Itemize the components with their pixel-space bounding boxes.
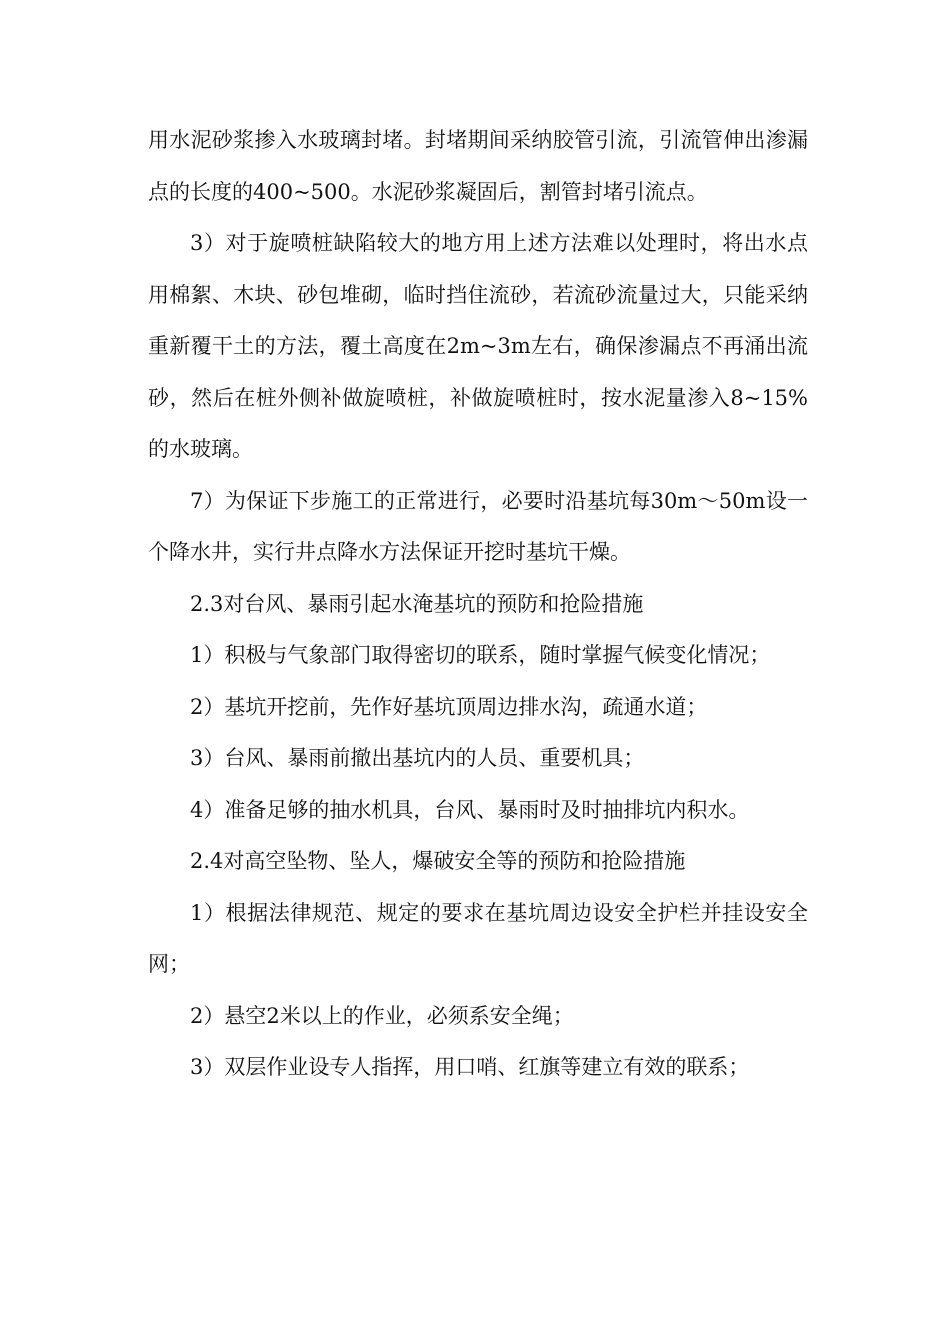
paragraph-2-4-item-2: 2）悬空2米以上的作业，必须系安全绳； bbox=[190, 1003, 574, 1028]
paragraph-item-7-dewatering-well: 7）为保证下步施工的正常进行，必要时沿基坑每30m～50m设一个降水井，实行井点降水方法保证开挖时基坑干燥。 bbox=[148, 488, 808, 564]
paragraph-2-3-item-2: 2）基坑开挖前，先作好基坑顶周边排水沟，疏通水道； bbox=[190, 694, 708, 719]
paragraph-2-4-item-3: 3）双层作业设专人指挥，用口哨、红旗等建立有效的联系； bbox=[190, 1055, 750, 1079]
section-heading-2-4: 2.4对高空坠物、坠人，爆破安全等的预防和抢险措施 bbox=[190, 849, 686, 873]
paragraph-continuation: 用水泥砂浆掺入水玻璃封堵。封堵期间采纳胶管引流，引流管伸出渗漏点的长度的400~500。水泥砂浆凝固后，割管封堵引流点。 bbox=[148, 128, 808, 204]
paragraph-item-3-defect-treatment: 3）对于旋喷桩缺陷较大的地方用上述方法难以处理时，将出水点用棉絮、木块、砂包堆砌，临时挡住流砂，若流砂流量过大，只能采纳重新覆干土的方法，覆土高度在2m~3m左右，确保渗漏点不再涌出流砂，然后在桩外侧补做旋喷桩，补做旋喷桩时，按水泥量渗入8~15%的水玻璃。 bbox=[148, 231, 808, 461]
paragraph-2-3-item-3: 3）台风、暴雨前撤出基坑内的人员、重要机具； bbox=[190, 746, 645, 770]
section-heading-2-3: 2.3对台风、暴雨引起水淹基坑的预防和抢险措施 bbox=[190, 591, 644, 616]
paragraph-2-3-item-1: 1）积极与气象部门取得密切的联系，随时掌握气候变化情况； bbox=[190, 643, 771, 667]
paragraph-2-4-item-1: 1）根据法律规范、规定的要求在基坑周边设安全护栏并挂设安全网； bbox=[148, 900, 808, 976]
paragraph-2-3-item-4: 4）准备足够的抽水机具，台风、暴雨时及时抽排坑内积水。 bbox=[190, 797, 750, 822]
document-body bbox=[148, 115, 808, 1094]
